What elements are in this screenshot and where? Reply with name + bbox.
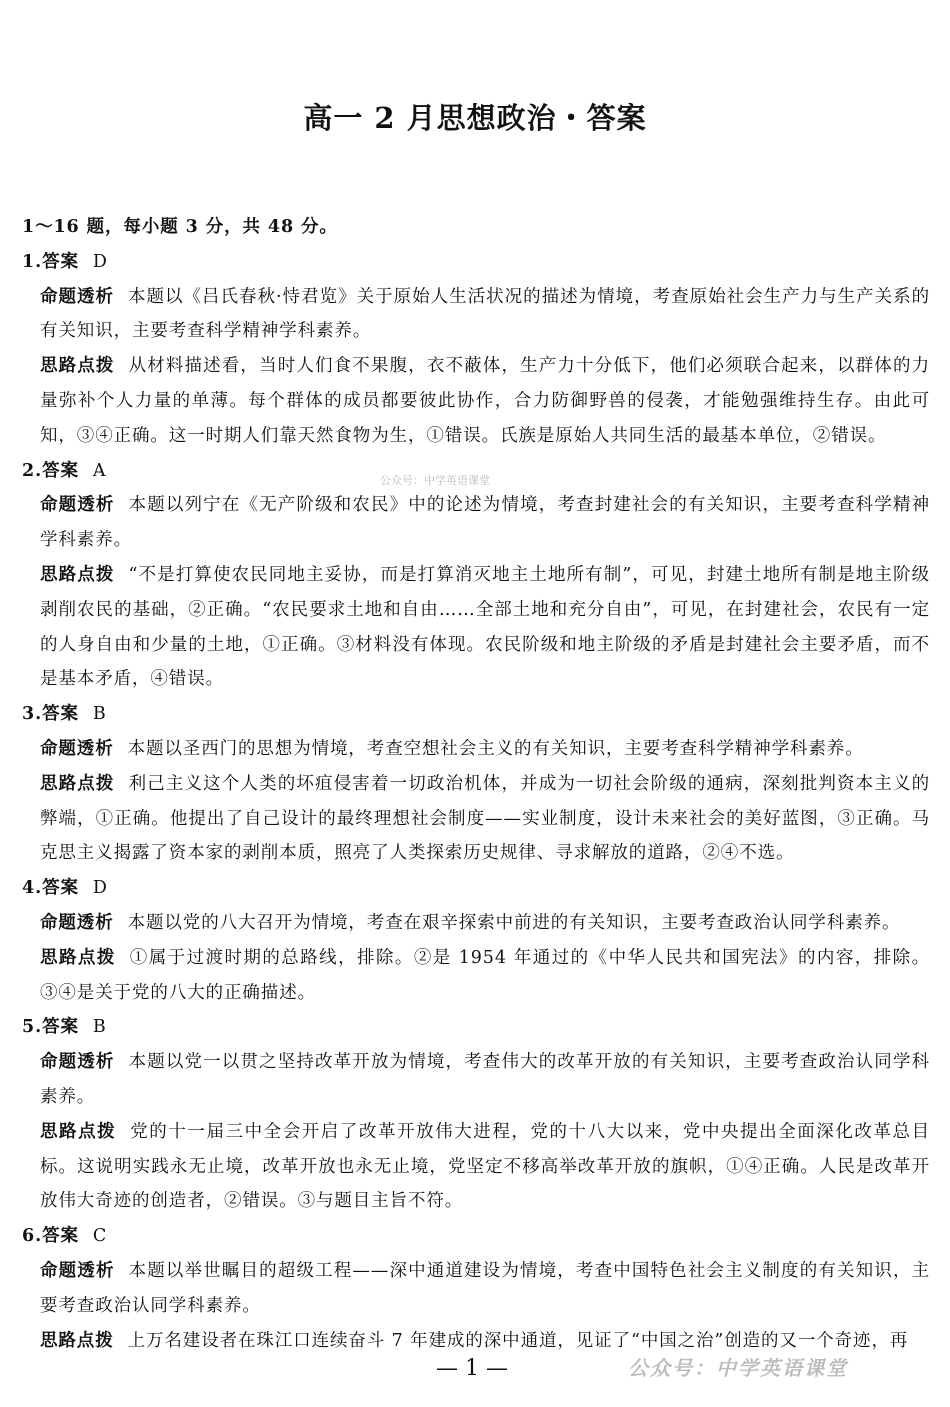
paragraph-text: 本题以《吕氏春秋·恃君览》关于原始人生活状况的描述为情境，考查原始社会生产力与生产关系的有关知识，主要考查科学精神学科素养。: [40, 286, 930, 342]
explanation-paragraph: [22, 488, 930, 558]
paragraph-text: 利己主义这个人类的坏疽侵害着一切政治机体，并成为一切社会阶级的通病，深刻批判资本主义的弊端，①正确。他提出了自己设计的最终理想社会制度——实业制度，设计未来社会的美好蓝图，③正确。马克思主义揭露了资本家的剥削本质，照亮了人类探索历史规律、寻求解放的道路，②④不选。: [40, 773, 930, 864]
paragraph-text: 本题以举世瞩目的超级工程——深中通道建设为情境，考查中国特色社会主义制度的有关知识，主要考查政治认同学科素养。: [40, 1260, 930, 1316]
paragraph-label: 思路点拨: [40, 947, 116, 968]
answer-line: [22, 871, 930, 906]
question-number: 1.: [22, 251, 43, 272]
explanation-paragraph: [22, 941, 930, 1011]
explanation-paragraph: [22, 1254, 930, 1324]
answer-list: [22, 210, 930, 1358]
paragraph-label: 命题透析: [40, 495, 115, 516]
paragraph-text: 从材料描述看，当时人们食不果腹，衣不蔽体，生产力十分低下，他们必须联合起来，以群体的力量弥补个人力量的单薄。每个群体的成员都要彼此协作，合力防御野兽的侵袭，才能勉强维持生存。由此可知，③④正确。这一时期人们靠天然食物为生，①错误。氏族是原始人共同生活的最基本单位，②错误。: [40, 356, 930, 446]
paragraph-text: 本题以党的八大召开为情境，考查在艰辛探索中前进的有关知识，主要考查政治认同学科素养。: [127, 912, 901, 933]
paragraph-text: 本题以列宁在《无产阶级和农民》中的论述为情境，考查封建社会的有关知识，主要考查科学精神学科素养。: [40, 495, 930, 551]
explanation-paragraph: [22, 1045, 930, 1115]
answer-line: [22, 1219, 930, 1254]
answer-label: 答案: [42, 1226, 79, 1247]
paragraph-label: 命题透析: [40, 1260, 115, 1281]
paragraph-text: 党的十一届三中全会开启了改革开放伟大进程，党的十八大以来，党中央提出全面深化改革总目标。这说明实践永无止境，改革开放也永无止境，党坚定不移高举改革开放的旗帜，①④正确。人民是改革开放伟大奇迹的创造者，②错误。③与题目主旨不符。: [40, 1121, 930, 1212]
question-number: 4.: [22, 878, 43, 899]
explanation-paragraph: [22, 558, 930, 697]
watermark-small: 公众号：中学英语课堂: [380, 474, 490, 487]
explanation-paragraph: [22, 280, 930, 350]
paragraph-text: 上万名建设者在珠江口连续奋斗 7 年建成的深中通道，见证了“中国之治”创造的又一个奇迹，再: [127, 1330, 909, 1351]
paragraph-text: ①属于过渡时期的总路线，排除。②是 1954 年通过的《中华人民共和国宪法》的内容，排除。③④是关于党的八大的正确描述。: [40, 947, 930, 1003]
watermark-footer: 公众号：中学英语课堂: [628, 1356, 848, 1380]
explanation-paragraph: [22, 906, 930, 941]
paragraph-label: 命题透析: [40, 912, 114, 933]
question-number: 5.: [22, 1017, 43, 1038]
answer-value: C: [92, 1226, 108, 1247]
paragraph-label: 思路点拨: [40, 1121, 117, 1142]
paragraph-label: 命题透析: [40, 1052, 115, 1073]
answer-value: D: [92, 251, 108, 272]
paragraph-label: 思路点拨: [40, 773, 115, 794]
answer-value: B: [92, 1017, 107, 1038]
question-number: 3.: [22, 704, 43, 725]
explanation-paragraph: [22, 767, 930, 871]
paragraph-label: 命题透析: [40, 286, 115, 307]
paragraph-label: 思路点拨: [40, 564, 115, 585]
page-title: 高一 2 月思想政治・答案: [303, 101, 647, 135]
page-number: — 1 —: [436, 1356, 508, 1381]
paragraph-label: 思路点拨: [40, 1330, 114, 1351]
question-number: 2.: [22, 460, 43, 481]
explanation-paragraph: [22, 1115, 930, 1219]
answer-value: D: [92, 878, 108, 899]
answer-label: 答案: [42, 878, 79, 899]
answer-label: 答案: [42, 460, 79, 481]
paragraph-text: 本题以党一以贯之坚持改革开放为情境，考查伟大的改革开放的有关知识，主要考查政治认同学科素养。: [40, 1052, 930, 1107]
answer-label: 答案: [42, 704, 79, 725]
paragraph-text: “不是打算使农民同地主妥协，而是打算消灭地主土地所有制”，可见，封建土地所有制是地主阶级剥削农民的基础，②正确。“农民要求土地和自由……全部土地和充分自由”，可见，在封建社会，农民有一定的人身自由和少量的土地，①正确。③材料没有体现。农民阶级和地主阶级的矛盾是封建社会主要矛盾，而不是基本矛盾，④错误。: [40, 564, 930, 690]
answer-line: [22, 697, 930, 732]
answer-value: A: [92, 460, 107, 481]
section-intro: 1～16 题，每小题 3 分，共 48 分。: [22, 217, 338, 237]
answer-line: [22, 245, 930, 280]
question-number: 6.: [22, 1226, 43, 1247]
paragraph-label: 思路点拨: [40, 356, 115, 377]
explanation-paragraph: [22, 349, 930, 453]
answer-value: B: [92, 704, 107, 725]
answer-label: 答案: [42, 251, 79, 272]
explanation-paragraph: [22, 732, 930, 767]
paragraph-text: 本题以圣西门的思想为情境，考查空想社会主义的有关知识，主要考查科学精神学科素养。: [127, 738, 864, 759]
answer-line: [22, 1010, 930, 1045]
answer-label: 答案: [42, 1017, 79, 1038]
paragraph-label: 命题透析: [40, 738, 114, 759]
